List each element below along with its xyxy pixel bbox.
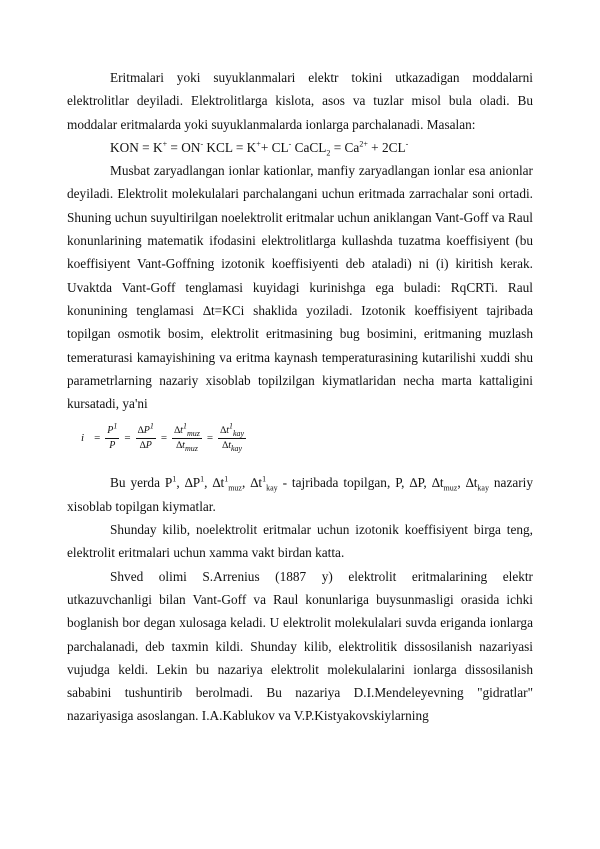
fraction-freezing-num: $\Delta t^1_{muz}$: [174, 421, 200, 438]
fraction-delta-pressure-den: ∆P: [139, 439, 152, 451]
equation-lhs: i: [81, 431, 85, 444]
reaction-kcl-left: KCL = K: [203, 139, 257, 155]
fraction-boiling-den: $\Delta t_{kay}$: [222, 439, 243, 453]
isotonic-equation: [81, 417, 533, 459]
reaction-cacl-mid: = Ca: [330, 139, 360, 155]
fraction-pressure-den: P: [109, 439, 116, 451]
reaction-cacl-end: + 2CL: [367, 139, 406, 155]
reaction-kon-mid: = ON: [167, 139, 201, 155]
fraction-freezing: [172, 421, 202, 453]
fraction-freezing-den: $\Delta t_{muz}$: [176, 439, 198, 453]
reaction-cacl-minus: -: [405, 139, 409, 149]
reaction-kon-left: KON = K: [110, 139, 163, 155]
reaction-cacl-sub: 2: [326, 148, 331, 158]
equation-equals: =: [94, 431, 101, 444]
fraction-pressure-num: $P^1$: [105, 425, 119, 439]
equation-equals: =: [206, 431, 214, 444]
reaction-kcl-plus: +: [256, 139, 261, 149]
fraction-pressure: [105, 421, 119, 452]
reaction-kon-plus: +: [162, 139, 168, 149]
reaction-cacl-sup: 2+: [359, 139, 368, 149]
fraction-boiling-num: $\Delta t^1_{kay}$: [220, 421, 245, 438]
paragraph-arrhenius-theory: Shved olimi S.Arrenius (1887 y) elektrolit eritmalarining elektr utkazuvchanligi bilan Vant-Goff va Raul konunlariga buysunmasligi orasida ichki boglanish bor degan xulosaga keladi. U elektrolit molekulalari suvda eriganda ionlarga parchalanadi, deb taxmin kildi. Shunday kilib, elektrolitik dissosilanish nazariyasi vujudga keldi. Lekin bu nazariya elektrolit molekulalarini ionlarga dissosilanish sababini tushuntirib berolmadi. Bu nazariya D.I.Mendeleyevning "gidratlar" nazariyasiga asoslangan. I.A.Kablukov va V.P.Kistyakovskiylarning: [67, 568, 533, 724]
fraction-delta-pressure: [136, 421, 156, 452]
dissociation-reactions: [67, 136, 533, 159]
paragraph-isotonic-coefficient: Musbat zaryadlangan ionlar kationlar, manfiy zaryadlangan ionlar esa anionlar deyiladi. Elektrolit molekulalari parchalangani uchun eritmada zarrachalar soni ortadi. Shuning uchun suyultirilgan noelektrolit eritmalar uchun aniklangan Vant-Goff va Raul konunlarining matematik ifodasini elektrolitlarga kullashda tuzatma koeffisiyent (bu koeffisiyent Vant-Goffning izotonik koeffisiyenti deb ataladi) ni (i) kiritish kerak. Uvaktda Vant-Goff tenglamasi kuyidagi kurinishga ega buladi: RqCRTi. Raul konunining tenglamasi ∆t=KCi shaklida yoziladi. Izotonik koeffisiyent tajribada topilgan osmotik bosim, elektrolit eritmasining bug bosimini, eritmaning muzlash temeraturasi kamayishining va eritma kaynash temperaturasining kutarilishi xuddi shu parametrlarning nazariy xisoblab topilzilgan kiymatlaridan necha marta kattaligini kursatadi, ya'ni: [67, 163, 533, 412]
equation-equals: =: [124, 431, 131, 444]
reaction-kcl-mid: + CL: [260, 139, 289, 155]
reaction-cacl-left: CaCL: [291, 139, 327, 155]
paragraph-electrolytes-definition: Eritmalari yoki suyuklanmalari elektr tokini utkazadigan moddalarni elektrolitlar deyiladi. Elektrolitlarga kislota, asos va tuzlar misol bula oladi. Bu moddalar eritmalarda yoki suyuklanmalarda ionlarga parchalanadi. Masalan:: [67, 70, 533, 132]
paragraph-variable-definitions: Bu yerda $P^1$, $\Delta P^1$, $\Delta t^1_{muz}$, $\Delta t^1_{kay}$ - tajribada topilgan, P, ∆P, $\Delta t_{muz}$, $\Delta t_{kay}$ nazariy xisoblab topilgan kiymatlar.: [67, 475, 534, 514]
reaction-kcl-minus: -: [288, 139, 292, 149]
fraction-delta-pressure-num: $\Delta P^1$: [136, 425, 156, 439]
document-page: [67, 66, 533, 728]
fraction-boiling: [218, 421, 246, 453]
paragraph-coefficient-summary: Shunday kilib, noelektrolit eritmalar uchun izotonik koeffisiyent birga teng, elektrolit eritmalari uchun xamma vakt birdan katta.: [67, 522, 533, 561]
reaction-kon-minus: -: [200, 139, 204, 149]
equation-equals: =: [160, 431, 168, 444]
